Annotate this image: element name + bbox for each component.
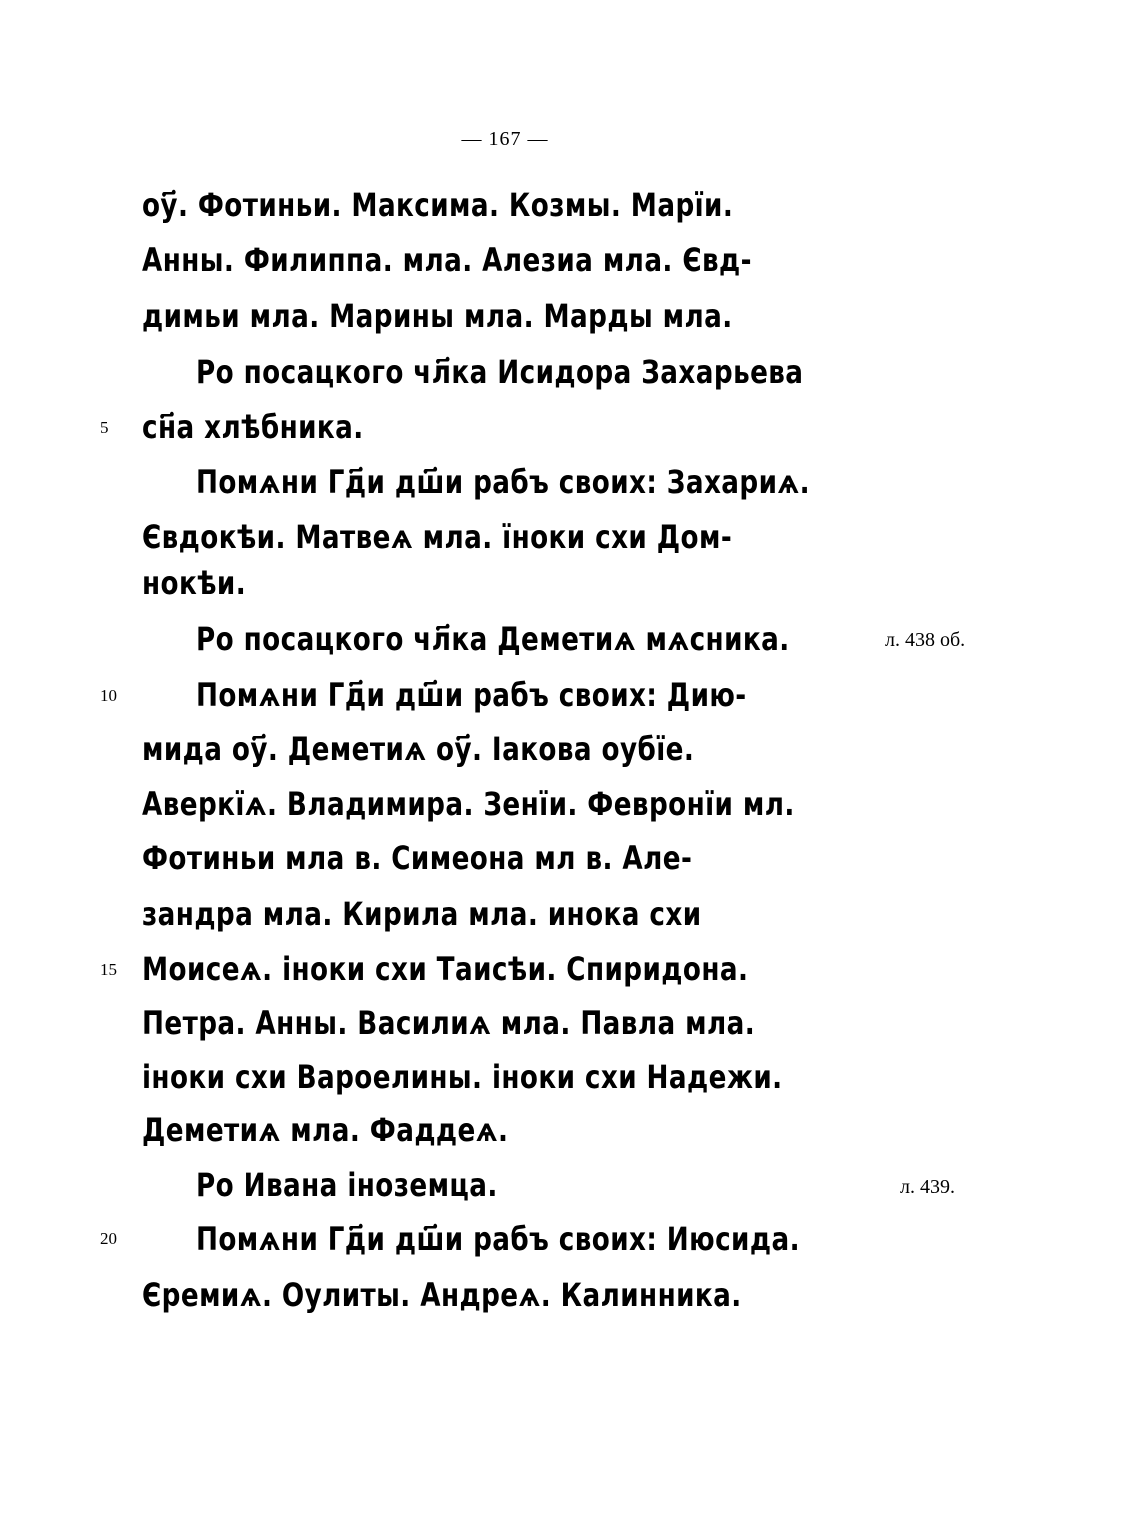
text-line-15: Моисеѧ. іноки схи Таисѣи. Спиридона. xyxy=(142,950,749,988)
line-number-20: 20 xyxy=(100,1229,117,1248)
text-line-16: Петра. Анны. Василиѧ мла. Павла мла. xyxy=(142,1004,756,1042)
line-number-10: 10 xyxy=(100,686,117,705)
text-line-1: оу҃. Фотиньи. Максима. Козмы. Марїи. xyxy=(142,186,734,224)
text-line-20: Помѧни Гд҃и дш҃и рабъ своих: Июсида. xyxy=(196,1220,800,1258)
text-line-10: Помѧни Гд҃и дш҃и рабъ своих: Дию- xyxy=(196,676,747,714)
text-line-18: Деметиѧ мла. Фаддеѧ. xyxy=(142,1111,509,1149)
text-line-14: зандра мла. Кирила мла. инока схи xyxy=(142,895,702,933)
line-number-15: 15 xyxy=(100,960,117,979)
text-line-2: Анны. Филиппа. мла. Алезиа мла. Євд- xyxy=(142,241,752,279)
line-number-5: 5 xyxy=(100,418,109,437)
text-line-17: іноки схи Вароелины. іноки схи Надежи. xyxy=(142,1058,783,1096)
text-line-8: нокѣи. xyxy=(142,564,247,602)
text-line-13: Фотиньи мла в. Симеона мл в. Але- xyxy=(142,839,693,877)
text-line-3: димьи мла. Марины мла. Марды мла. xyxy=(142,297,733,335)
text-line-11: мида оу҃. Деметиѧ оу҃. Іакова оубїе. xyxy=(142,730,695,768)
page-number: — 167 — xyxy=(461,128,549,150)
text-line-12: Аверкїѧ. Владимира. Зенїи. Февронїи мл. xyxy=(142,785,795,823)
folio-note-439: л. 439. xyxy=(900,1176,955,1198)
text-line-5: сн҃а хлѣбника. xyxy=(142,408,364,446)
text-line-7: Євдокѣи. Матвеѧ мла. їноки схи Дом- xyxy=(142,518,733,556)
text-line-6: Помѧни Гд҃и дш҃и рабъ своих: Захариѧ. xyxy=(196,463,811,501)
text-line-19: Ро Ивана іноземца. xyxy=(196,1166,498,1204)
text-line-9: Ро посацкого чл҃ка Деметиѧ мѧсника. xyxy=(196,620,790,658)
text-line-21: Єремиѧ. Оулиты. Андреѧ. Калинника. xyxy=(142,1276,742,1314)
folio-note-438v: л. 438 об. xyxy=(885,629,966,651)
text-line-4: Ро посацкого чл҃ка Исидора Захарьева xyxy=(196,353,804,391)
